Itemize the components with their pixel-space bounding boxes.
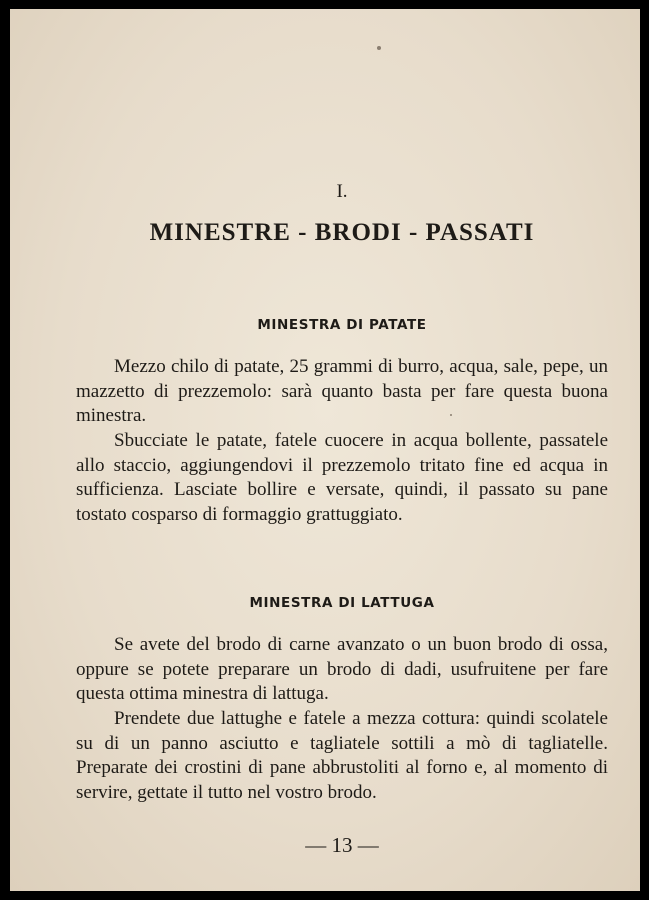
chapter-number: I. <box>336 181 348 202</box>
chapter-title: MINESTRE - BRODI - PASSATI <box>149 219 535 246</box>
recipe-paragraph: Mezzo chilo di patate, 25 grammi di burro, acqua, sale, pepe, un mazzetto di prezzemolo: sarà quanto basta per fare questa buona minestra. <box>76 356 608 426</box>
book-page <box>10 9 640 891</box>
recipe-title: MINESTRA DI LATTUGA <box>249 595 435 611</box>
page-number: — 13 — <box>305 833 379 857</box>
recipe-title: MINESTRA DI PATATE <box>257 317 427 333</box>
recipe-paragraph: Se avete del brodo di carne avanzato o un buon brodo di ossa, oppure se potete preparare un brodo di dadi, usufruitene per fare questa ottima minestra di lattuga. <box>76 634 608 704</box>
recipe-paragraph: Sbucciate le patate, fatele cuocere in acqua bollente, passatele allo staccio, aggiungendovi il prezzemolo tritato fine ed acqua in sufficienza. Lasciate bollire e versate, quindi, il passato su pane tostato cosparso di formaggio grattuggiato. <box>76 430 608 525</box>
recipe-paragraph: Prendete due lattughe e fatele a mezza cottura: quindi scolatele su di un panno asciutto e tagliatele sottili a mò di tagliatelle. Preparate dei crostini di pane abbrustoliti al forno e, al momento di servire, gettate il tutto nel vostro brodo. <box>76 708 608 803</box>
paper-speck <box>377 46 381 50</box>
